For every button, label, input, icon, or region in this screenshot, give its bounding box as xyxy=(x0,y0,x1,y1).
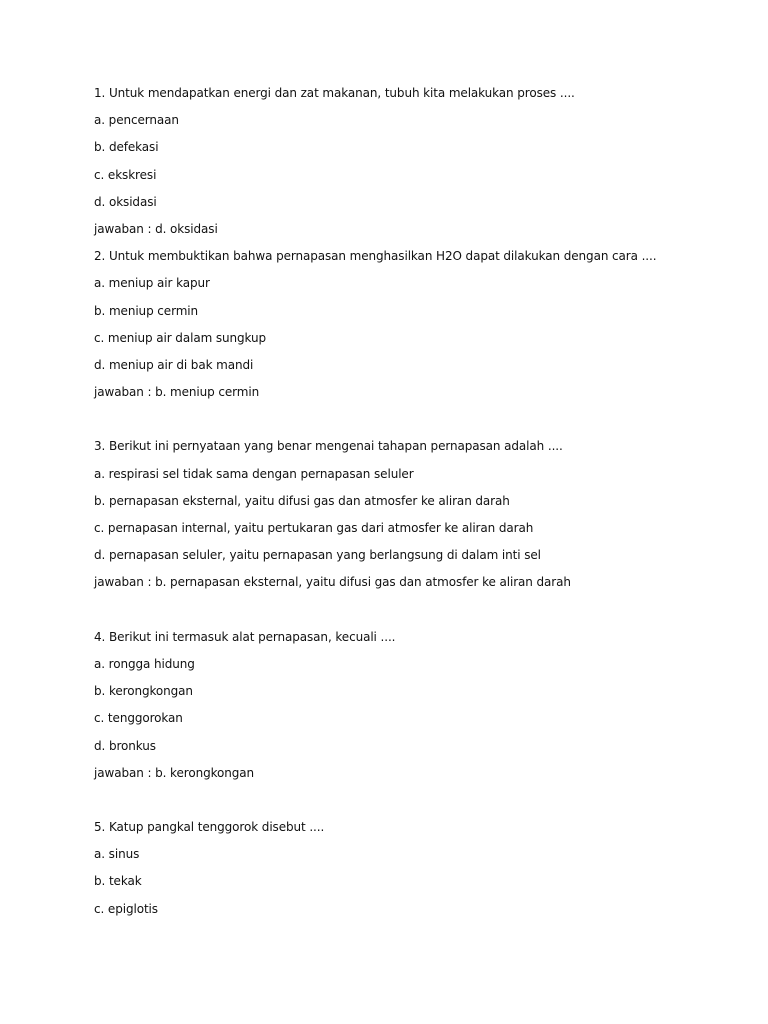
option-d: d. pernapasan seluler, yaitu pernapasan yang berlangsung di dalam inti sel xyxy=(94,548,541,563)
option-c: c. meniup air dalam sungkup xyxy=(94,330,267,345)
blank-line xyxy=(94,412,734,427)
answer-text: jawaban : b. pernapasan eksternal, yaitu difusi gas dan atmosfer ke aliran darah xyxy=(94,575,571,590)
option-d: d. bronkus xyxy=(94,738,156,753)
option-a: a. sinus xyxy=(94,847,140,862)
option-b: b. tekak xyxy=(94,874,142,889)
option-a: a. respirasi sel tidak sama dengan pernapasan seluler xyxy=(94,466,414,481)
option-c: c. ekskresi xyxy=(94,167,157,182)
option-b: b. defekasi xyxy=(94,140,159,155)
document-page xyxy=(94,86,734,929)
option-d: d. meniup air di bak mandi xyxy=(94,357,254,372)
blank-line xyxy=(94,603,734,618)
option-b: b. meniup cermin xyxy=(94,303,199,318)
question-text: 3. Berikut ini pernyataan yang benar mengenai tahapan pernapasan adalah .... xyxy=(94,439,563,454)
option-b: b. pernapasan eksternal, yaitu difusi gas dan atmosfer ke aliran darah xyxy=(94,493,510,508)
question-text: 4. Berikut ini termasuk alat pernapasan, kecuali .... xyxy=(94,629,396,644)
answer-text: jawaban : d. oksidasi xyxy=(94,221,218,236)
question-text: 2. Untuk membuktikan bahwa pernapasan menghasilkan H2O dapat dilakukan dengan cara .... xyxy=(94,249,657,264)
question-text: 5. Katup pangkal tenggorok disebut .... xyxy=(94,820,325,835)
blank-line xyxy=(94,793,734,808)
option-a: a. rongga hidung xyxy=(94,656,195,671)
question-text: 1. Untuk mendapatkan energi dan zat makanan, tubuh kita melakukan proses .... xyxy=(94,86,575,100)
answer-text: jawaban : b. kerongkongan xyxy=(94,765,255,780)
option-c: c. tenggorokan xyxy=(94,711,183,726)
option-c: c. epiglotis xyxy=(94,901,158,916)
option-b: b. kerongkongan xyxy=(94,684,193,699)
answer-text: jawaban : b. meniup cermin xyxy=(94,385,260,400)
option-a: a. pencernaan xyxy=(94,113,179,128)
option-c: c. pernapasan internal, yaitu pertukaran gas dari atmosfer ke aliran darah xyxy=(94,521,534,535)
option-d: d. oksidasi xyxy=(94,194,157,209)
option-a: a. meniup air kapur xyxy=(94,276,210,291)
